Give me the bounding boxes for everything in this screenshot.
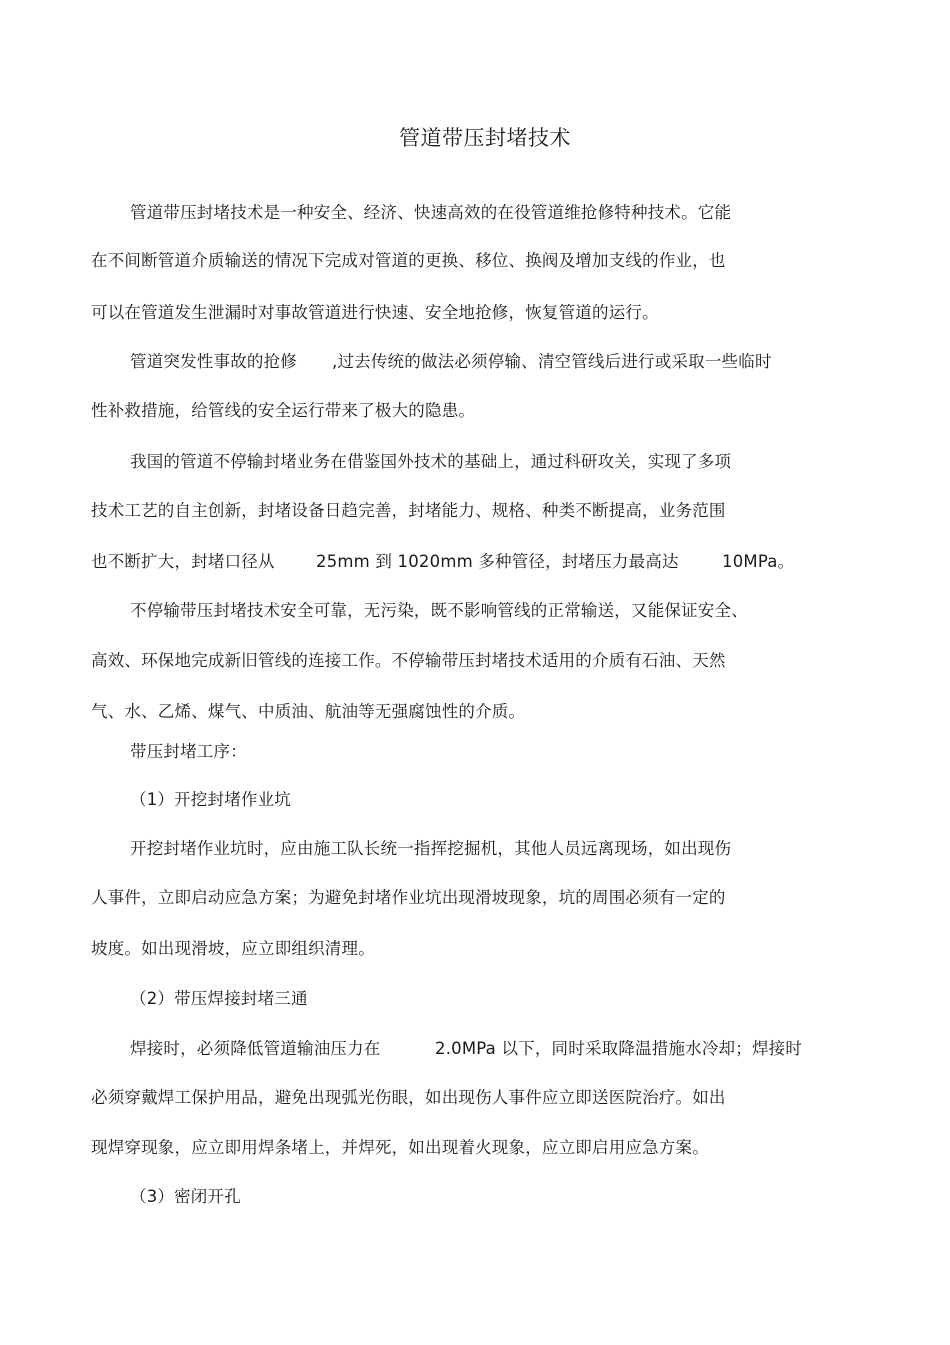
paragraph-line: 气、水、乙烯、煤气、中质油、航油等无强腐蚀性的介质。 [91,702,526,721]
paragraph-line: 技术工艺的自主创新，封堵设备日趋完善，封堵能力、规格、种类不断提高，业务范围 [91,501,726,520]
step-heading: （2）带压焊接封堵三通 [130,989,308,1008]
paragraph-line: 开挖封堵作业坑时，应由施工队长统一指挥挖掘机，其他人员远离现场，如出现伤 [130,839,732,858]
paragraph-line: 坡度。如出现滑坡，应立即组织清理。 [91,939,375,958]
paragraph-line: 我国的管道不停输封堵业务在借鉴国外技术的基础上，通过科研攻关，实现了多项 [130,452,732,471]
paragraph-line: 必须穿戴焊工保护用品，避免出现弧光伤眼，如出现伤人事件应立即送医院治疗。如出 [91,1088,726,1107]
paragraph-line: 管道带压封堵技术是一种安全、经济、快速高效的在役管道维抢修特种技术。它能 [130,203,732,222]
step-heading: （1）开挖封堵作业坑 [130,790,291,809]
paragraph-line: 25mm 到 1020mm 多种管径，封堵压力最高达 [316,552,679,571]
paragraph-line: ,过去传统的做法必须停输、清空管线后进行或采取一些临时 [332,352,772,371]
paragraph-line: 在不间断管道介质输送的情况下完成对管道的更换、移位、换阀及增加支线的作业，也 [91,251,726,270]
paragraph-line: 高效、环保地完成新旧管线的连接工作。不停输带压封堵技术适用的介质有石油、天然 [91,651,726,670]
document-title: 管道带压封堵技术 [399,126,571,150]
paragraph-line: 也不断扩大，封堵口径从 [91,552,275,571]
section-heading: 带压封堵工序： [130,742,247,761]
paragraph-line: 不停输带压封堵技术安全可靠，无污染，既不影响管线的正常输送，又能保证安全、 [130,601,748,620]
paragraph-line: 人事件，立即启动应急方案；为避免封堵作业坑出现滑坡现象，坑的周围必须有一定的 [91,888,726,907]
paragraph-line: 性补救措施，给管线的安全运行带来了极大的隐患。 [91,401,476,420]
paragraph-line: 管道突发性事故的抢修 [130,352,297,371]
paragraph-line: 可以在管道发生泄漏时对事故管道进行快速、安全地抢修，恢复管道的运行。 [91,303,659,322]
paragraph-line: 10MPa。 [722,552,795,571]
paragraph-line: 焊接时，必须降低管道输油压力在 [130,1039,381,1058]
step-heading: （3）密闭开孔 [130,1187,241,1206]
paragraph-line: 现焊穿现象，应立即用焊条堵上，并焊死，如出现着火现象，应立即启用应急方案。 [91,1138,709,1157]
paragraph-line: 2.0MPa 以下，同时采取降温措施水冷却；焊接时 [435,1039,803,1058]
